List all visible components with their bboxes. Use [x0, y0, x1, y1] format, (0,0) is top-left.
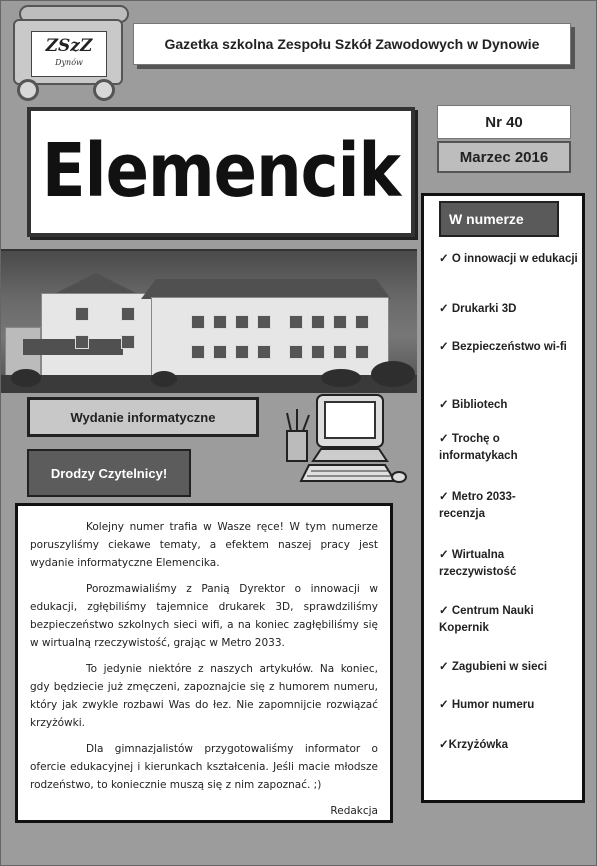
- photo-window: [191, 315, 205, 329]
- check-icon: ✓: [439, 433, 449, 445]
- photo-window: [289, 345, 303, 359]
- logo-town: Dynów: [55, 58, 83, 67]
- letter-signature: Redakcja: [330, 805, 378, 817]
- contents-item-label: Drukarki 3D: [451, 303, 517, 315]
- check-icon: ✓: [439, 605, 449, 617]
- contents-item: [439, 659, 579, 676]
- photo-bush: [321, 369, 361, 387]
- contents-item-label: Centrum Nauki Kopernik: [439, 605, 534, 634]
- newsletter-title: Elemencik: [41, 129, 401, 215]
- photo-window: [121, 335, 135, 349]
- photo-window: [191, 345, 205, 359]
- contents-item: [439, 431, 549, 465]
- check-icon: ✓: [439, 341, 449, 353]
- edition-box: Wydanie informatyczne: [27, 397, 259, 437]
- photo-window: [75, 335, 89, 349]
- logo-wheel-icon: [93, 79, 115, 101]
- photo-window: [75, 307, 89, 321]
- letter-paragraph: Porozmawialiśmy z Panią Dyrektor o innowacji w edukacji, zgłębiliśmy tajemnice drukarek 3D, sprawdziliśmy bezpieczeństwo szkolnych sieci wifi, a na koniec zagłębiliśmy się w wirtualną rzeczywistość, grając w Metro 2033.: [30, 583, 378, 649]
- contents-item: [439, 547, 539, 581]
- contents-item: [439, 603, 559, 637]
- editorial-letter: [15, 503, 393, 823]
- photo-bush: [11, 369, 41, 387]
- letter-paragraph: To jedynie niektóre z naszych artykułów. Na koniec, gdy będziecie już zmęczeni, zapoznajcie się z humorem numeru, który jak zwykle rozbawi Was do łez. Nie zapomnijcie rozwiązać krzyżówki.: [30, 663, 378, 729]
- photo-window: [355, 345, 369, 359]
- photo-window: [257, 315, 271, 329]
- contents-item-label: Krzyżówka: [448, 739, 509, 751]
- title-box: [27, 107, 415, 237]
- banner-text: Gazetka szkolna Zespołu Szkół Zawodowych w Dynowie: [164, 36, 540, 52]
- letter-paragraph: Dla gimnazjalistów przygotowaliśmy informator o ofercie edukacyjnej i kierunkach kształcenia. Jeśli macie młodsze rodzeństwo, to koniecznie muszą się z nim zapoznać. ;): [30, 743, 378, 791]
- contents-item: [439, 397, 579, 414]
- letter-paragraph: Kolejny numer trafia w Wasze ręce! W tym numerze poruszyliśmy ciekawe tematy, a efektem naszej pracy jest wydanie informatyczne Elemencika.: [30, 521, 378, 569]
- photo-window: [355, 315, 369, 329]
- photo-window: [311, 345, 325, 359]
- photo-window: [121, 307, 135, 321]
- photo-window: [289, 315, 303, 329]
- contents-item-label: Humor numeru: [451, 699, 535, 711]
- contents-item-label: Metro 2033- recenzja: [439, 491, 516, 520]
- contents-item-label: Wirtualna rzeczywistość: [439, 549, 517, 578]
- check-icon: ✓: [439, 303, 449, 315]
- issue-number: Nr 40: [437, 105, 571, 139]
- check-icon: ✓: [439, 699, 449, 711]
- photo-tree: [371, 361, 415, 387]
- contents-item: [439, 251, 579, 268]
- photo-window: [333, 315, 347, 329]
- contents-item: [439, 489, 539, 523]
- contents-item-label: Trochę o informatykach: [439, 433, 518, 462]
- contents-item: [439, 737, 579, 754]
- computer-icon: [281, 391, 411, 491]
- issue-date: Marzec 2016: [437, 141, 571, 173]
- photo-window: [311, 315, 325, 329]
- logo-wheel-icon: [17, 79, 39, 101]
- contents-heading: W numerze: [439, 201, 559, 237]
- school-photo: [1, 249, 417, 393]
- greeting-box: Drodzy Czytelnicy!: [27, 449, 191, 497]
- contents-item-label: Zagubieni w sieci: [451, 661, 548, 673]
- contents-item: [439, 339, 579, 356]
- logo-abbreviation: ZSzZ: [45, 36, 93, 56]
- contents-item-label: O innowacji w edukacji: [451, 253, 578, 265]
- photo-roof: [41, 273, 151, 295]
- photo-porch: [23, 339, 123, 355]
- photo-window: [235, 315, 249, 329]
- check-icon: ✓: [439, 549, 449, 561]
- check-icon: ✓: [439, 661, 449, 673]
- photo-window: [333, 345, 347, 359]
- photo-window: [213, 315, 227, 329]
- check-icon: ✓: [439, 253, 449, 265]
- photo-building: [41, 293, 153, 381]
- photo-roof: [141, 279, 391, 299]
- header-banner: [133, 23, 571, 65]
- photo-window: [257, 345, 271, 359]
- contents-item-label: Bibliotech: [451, 399, 508, 411]
- check-icon: ✓: [439, 491, 449, 503]
- photo-building: [151, 297, 389, 379]
- check-icon: ✓: [439, 739, 449, 751]
- photo-bush: [151, 371, 177, 387]
- contents-item-label: Bezpieczeństwo wi-fi: [451, 341, 567, 353]
- photo-window: [213, 345, 227, 359]
- contents-item: [439, 697, 579, 714]
- school-logo: [31, 31, 107, 77]
- photo-window: [235, 345, 249, 359]
- contents-item: [439, 301, 579, 318]
- check-icon: ✓: [439, 399, 449, 411]
